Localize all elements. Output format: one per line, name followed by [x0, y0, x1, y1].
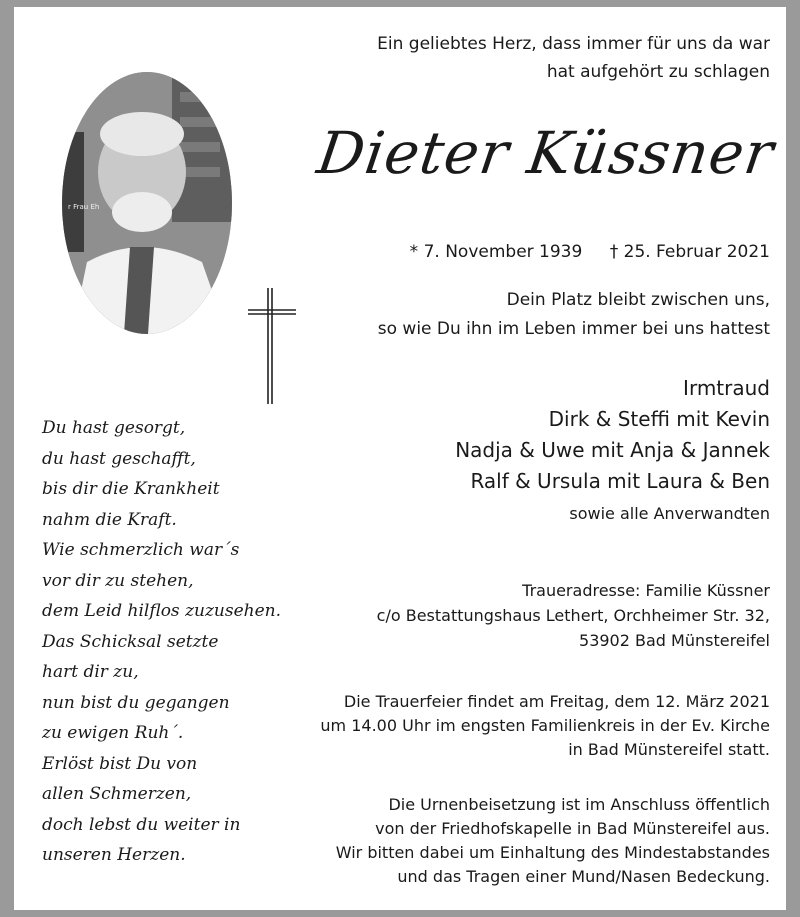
poem-line: du hast geschafft, [42, 448, 196, 469]
address-line-1: Traueradresse: Familie Küssner [522, 581, 770, 600]
address-line-3: 53902 Bad Münstereifel [579, 631, 770, 650]
life-dates [410, 238, 770, 266]
poem [42, 413, 281, 871]
burial-line-3: Wir bitten dabei um Einhaltung des Mindestabstandes [335, 843, 770, 862]
photo-caption: r Frau Eh [68, 203, 100, 211]
mourner-name: Ralf & Ursula mit Laura & Ben [470, 469, 770, 493]
burial-line-2: von der Friedhofskapelle in Bad Münstereifel aus. [375, 819, 770, 838]
mourner-name: Irmtraud [683, 376, 770, 400]
poem-line: nun bist du gegangen [42, 692, 230, 713]
poem-line: Wie schmerzlich war´s [42, 540, 240, 560]
poem-line: hart dir zu, [42, 662, 139, 682]
headline-line-2: hat aufgehört zu schlagen [546, 62, 770, 82]
poem-line: bis dir die Krankheit [42, 479, 220, 499]
mourners-list [455, 373, 770, 531]
ceremony-line-1: Die Trauerfeier findet am Freitag, dem 12. März 2021 [343, 692, 770, 711]
ceremony-line-2: um 14.00 Uhr im engsten Familienkreis in der Ev. Kirche [320, 716, 770, 735]
mourning-address [377, 578, 770, 653]
burial-line-1: Die Urnenbeisetzung ist im Anschluss öffentlich [388, 795, 770, 814]
poem-line: Du hast gesorgt, [42, 418, 186, 438]
death-date: † 25. Februar 2021 [609, 242, 770, 262]
birth-date: * 7. November 1939 [409, 242, 583, 262]
deceased-name: Dieter Küssner [313, 119, 779, 187]
poem-line: doch lebst du weiter in [42, 814, 241, 835]
memorial-quote [378, 286, 770, 344]
headline-line-1: Ein geliebtes Herz, dass immer für uns da war [377, 34, 770, 54]
mourner-name: Nadja & Uwe mit Anja & Jannek [455, 438, 770, 462]
quote-line-2: so wie Du ihn im Leben immer bei uns hattest [377, 319, 770, 339]
headline [377, 30, 770, 86]
quote-line-1: Dein Platz bleibt zwischen uns, [506, 290, 770, 310]
poem-line: unseren Herzen. [42, 845, 186, 865]
poem-line: Das Schicksal setzte [42, 631, 219, 652]
poem-line: allen Schmerzen, [42, 784, 192, 804]
ceremony-line-3: in Bad Münstereifel statt. [568, 740, 770, 759]
other-relatives: sowie alle Anverwandten [569, 504, 770, 523]
cross-icon [246, 286, 300, 406]
address-line-2: c/o Bestattungshaus Lethert, Orchheimer Str. 32, [376, 606, 770, 625]
burial-line-4: und das Tragen einer Mund/Nasen Bedeckung. [397, 867, 770, 886]
portrait-photo [62, 72, 232, 334]
urn-burial-notice [336, 793, 770, 889]
poem-line: nahm die Kraft. [42, 509, 177, 530]
mourner-name: Dirk & Steffi mit Kevin [548, 407, 770, 431]
poem-line: dem Leid hilflos zuzusehen. [42, 601, 282, 621]
poem-line: zu ewigen Ruh´. [42, 723, 184, 743]
funeral-notice [320, 690, 770, 762]
poem-line: Erlöst bist Du von [42, 753, 198, 774]
poem-line: vor dir zu stehen, [42, 570, 194, 591]
